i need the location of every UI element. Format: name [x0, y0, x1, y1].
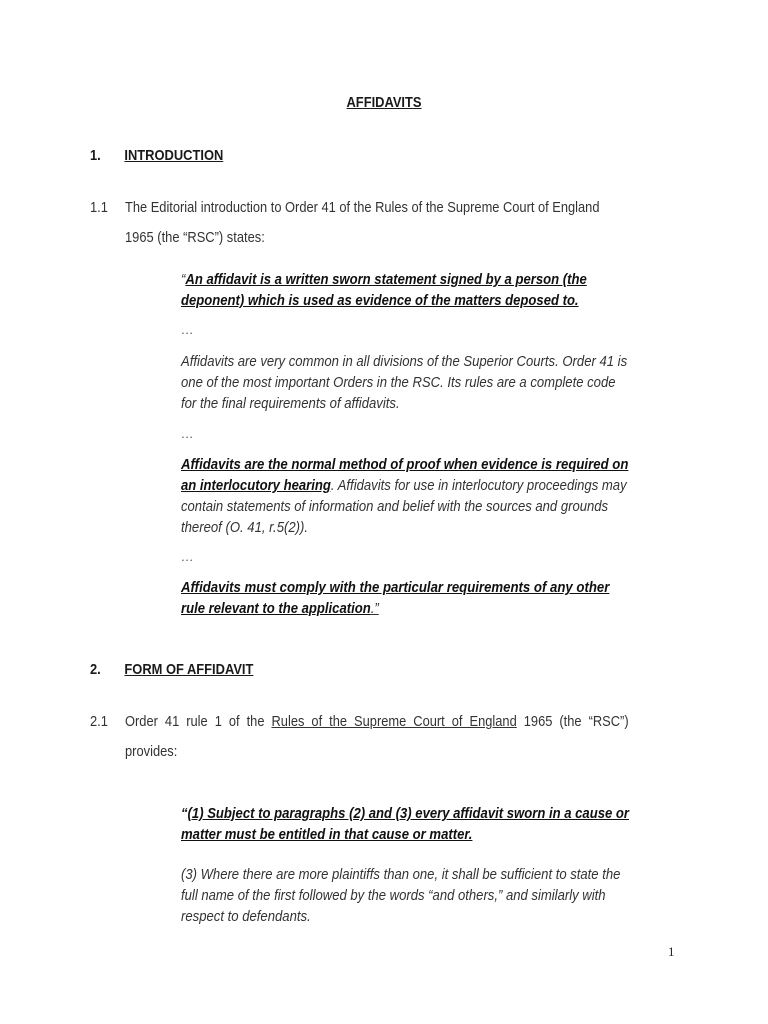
open-quote-mark: “: [181, 271, 186, 288]
quote-line: thereof (O. 41, r.5(2)).: [181, 519, 309, 536]
quote-emphasis: an interlocutory hearing: [181, 477, 331, 494]
paragraph-1-1: [90, 193, 678, 253]
quote-line: one of the most important Orders in the RSC. Its rules are a complete code: [181, 374, 616, 391]
paragraph-number: 2.1: [90, 713, 108, 730]
ellipsis: …: [181, 426, 194, 441]
quote-line: [181, 577, 618, 598]
document-title: AFFIDAVITS: [346, 94, 422, 111]
block-quote-1-para-4: [181, 577, 678, 619]
quote-line: respect to defendants.: [181, 908, 311, 925]
quote-line: [181, 598, 614, 619]
section-title: INTRODUCTION: [124, 147, 224, 164]
section-heading-form-of-affidavit: [90, 661, 253, 678]
block-quote-2-para-2: [181, 864, 678, 927]
paragraph-2-1: [90, 707, 678, 767]
block-quote-1-para-3: [181, 454, 678, 538]
rules-reference-link[interactable]: Rules of the Supreme Court of England: [271, 713, 517, 730]
quote-emphasis: matter must be entitled in that cause or matter.: [181, 826, 473, 843]
open-quote-mark: “: [181, 805, 188, 822]
ellipsis: …: [181, 322, 194, 337]
quote-line: contain statements of information and belief with the sources and grounds: [181, 498, 609, 515]
quote-line: [181, 454, 629, 475]
quote-line: (3) Where there are more plaintiffs than one, it shall be sufficient to state the: [181, 866, 621, 883]
paragraph-text: 1965 (the “RSC”): [516, 713, 629, 730]
quote-emphasis: Affidavits are the normal method of proof when evidence is required on: [181, 456, 629, 473]
quote-line: [181, 269, 615, 290]
paragraph-line: provides:: [125, 743, 178, 760]
quote-line: [181, 290, 614, 311]
page-number: 1: [668, 944, 675, 959]
close-quote-mark: .”: [370, 600, 379, 617]
quote-line: for the final requirements of affidavits.: [181, 395, 400, 412]
block-quote-1: [181, 269, 678, 311]
paragraph-text: Order 41 rule 1 of the: [125, 713, 272, 730]
quote-emphasis: deponent) which is used as evidence of the matters deposed to.: [181, 292, 579, 309]
quote-line: full name of the first followed by the words “and others,” and similarly with: [181, 887, 606, 904]
section-heading-introduction: [90, 147, 223, 164]
quote-text: . Affidavits for use in interlocutory proceedings may: [330, 477, 627, 494]
paragraph-line: The Editorial introduction to Order 41 of the Rules of the Supreme Court of England: [125, 199, 600, 216]
quote-line: [181, 803, 630, 824]
block-quote-2: [181, 803, 678, 845]
quote-emphasis: (1) Subject to paragraphs (2) and (3) every affidavit sworn in a cause or: [187, 805, 630, 822]
paragraph-number: 1.1: [90, 199, 108, 216]
quote-line: Affidavits are very common in all divisions of the Superior Courts. Order 41 is: [181, 353, 628, 370]
block-quote-1-para-2: [181, 351, 678, 414]
section-title: FORM OF AFFIDAVIT: [124, 661, 254, 678]
quote-emphasis: Affidavits must comply with the particular requirements of any other: [181, 579, 610, 596]
section-number: 2.: [90, 661, 101, 678]
section-number: 1.: [90, 147, 101, 164]
paragraph-line: [125, 707, 629, 737]
quote-line: [181, 824, 615, 845]
quote-line: [181, 475, 627, 496]
ellipsis: …: [181, 549, 194, 564]
quote-emphasis: An affidavit is a written sworn statement signed by a person (the: [185, 271, 587, 288]
paragraph-line: 1965 (the “RSC”) states:: [125, 229, 265, 246]
quote-emphasis: rule relevant to the application: [181, 600, 371, 617]
